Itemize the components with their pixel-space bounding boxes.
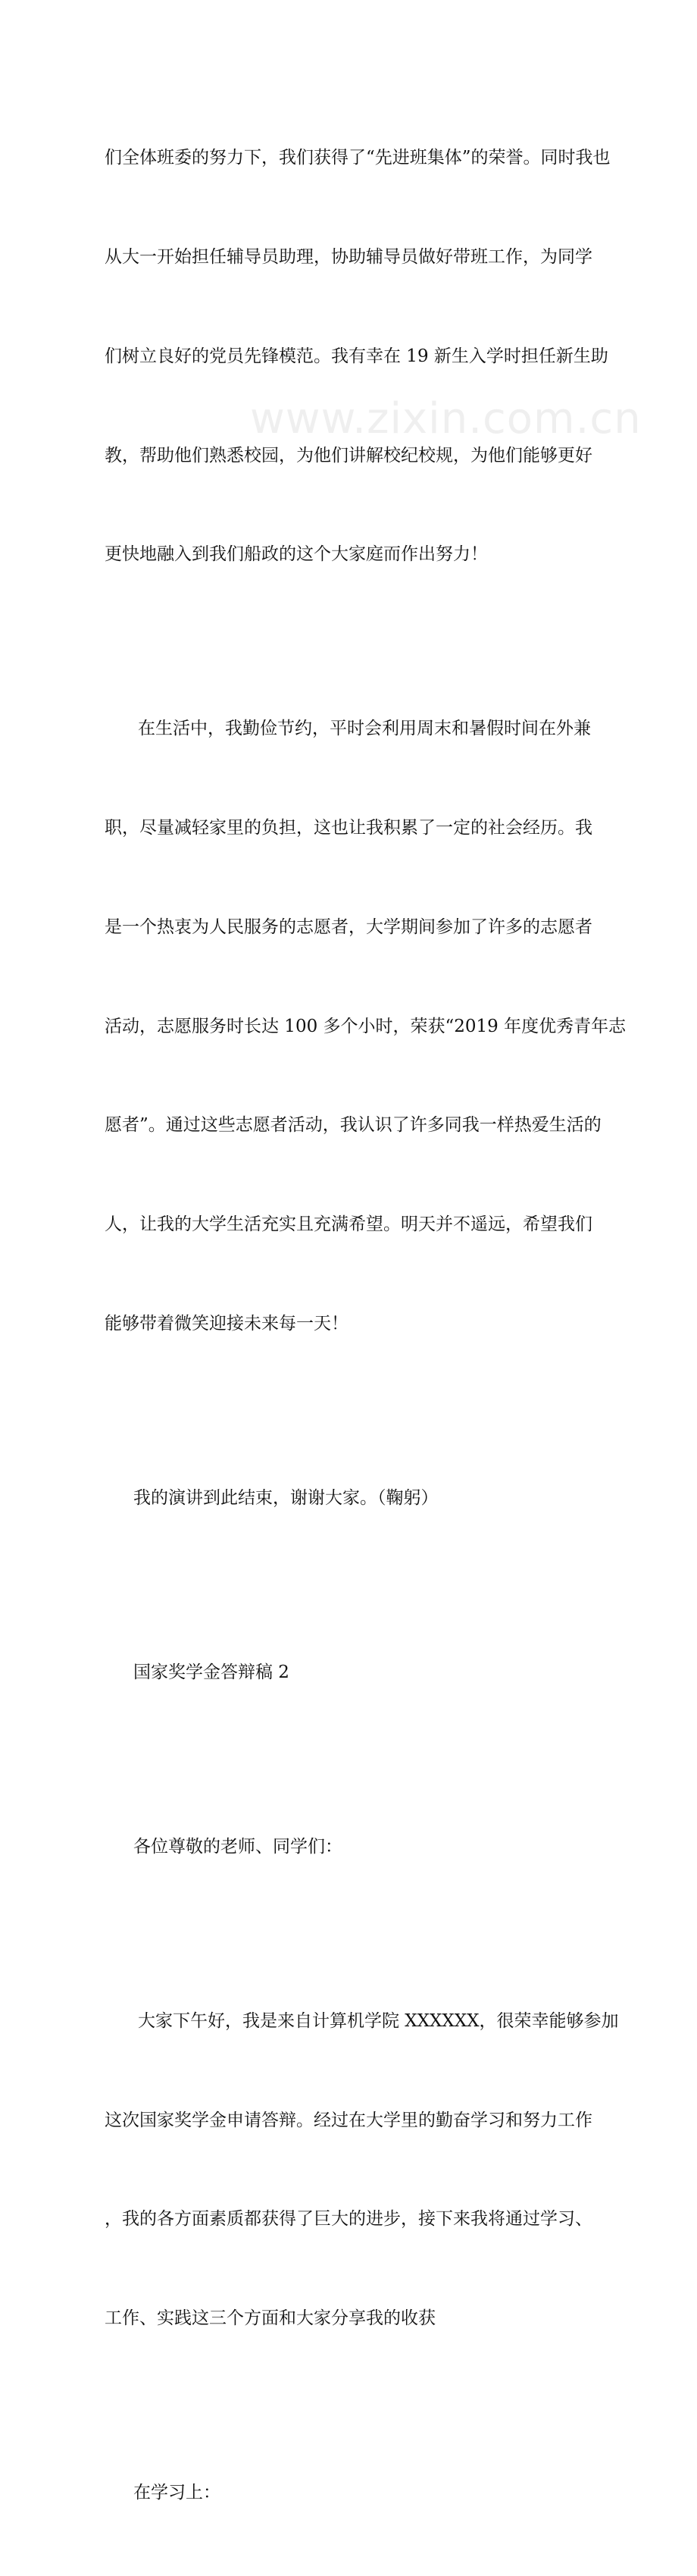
paragraph-1 xyxy=(105,76,611,638)
text-line: 职，尽量减轻家里的负担，这也让我积累了一定的社会经历。我 xyxy=(105,818,592,838)
closing-line xyxy=(105,1416,606,1581)
text-line: 是一个热衷为人民服务的志愿者，大学期间参加了许多的志愿者 xyxy=(105,917,592,937)
text-line: 能够带着微笑迎接未来每一天！ xyxy=(105,1313,348,1333)
text-line: 在学习上： xyxy=(133,2483,220,2503)
text-line: 活动，志愿服务时长达 100 多个小时，荣获“2019 年度优秀青年志 xyxy=(105,1016,627,1036)
paragraph-intro xyxy=(105,1939,619,2402)
text-line: 教，帮助他们熟悉校园，为他们讲解校纪校规，为他们能够更好 xyxy=(105,445,592,465)
text-line: ，我的各方面素质都获得了巨大的进步，接下来我将通过学习、 xyxy=(105,2209,592,2230)
text-line: 这次国家奖学金申请答辩。经过在大学里的勤奋学习和努力工作 xyxy=(105,2110,592,2130)
text-line: 国家奖学金答辩稿 2 xyxy=(133,1662,289,1682)
text-line: 我的演讲到此结束，谢谢大家。（鞠躬） xyxy=(133,1487,439,1508)
paragraph-2 xyxy=(105,647,627,1407)
text-line: 工作、实践这三个方面和大家分享我的收获 xyxy=(105,2308,436,2329)
text-line: 从大一开始担任辅导员助理，协助辅导员做好带班工作，为同学 xyxy=(105,246,592,267)
section-title xyxy=(105,1590,606,1756)
text-line: 更快地融入到我们船政的这个大家庭而作出努力！ xyxy=(105,544,488,565)
text-line: 大家下午好，我是来自计算机学院 XXXXXX，很荣幸能够参加 xyxy=(138,2010,619,2031)
text-line: 们全体班委的努力下，我们获得了“先进班集体”的荣誉。同时我也 xyxy=(105,148,611,168)
text-line: 们树立良好的党员先锋模范。我有幸在 19 新生入学时担任新生助 xyxy=(105,346,608,366)
text-line: 在生活中，我勤俭节约，平时会利用周末和暑假时间在外兼 xyxy=(138,719,591,739)
text-line: 各位尊敬的老师、同学们： xyxy=(133,1836,342,1857)
greeting xyxy=(105,1765,606,1930)
watermark: www.zixin.com.cn xyxy=(250,394,642,443)
text-line: 愿者”。通过这些志愿者活动，我认识了许多同我一样热爱生活的 xyxy=(105,1115,602,1136)
text-line: 人，让我的大学生活充实且充满希望。明天并不遥远，希望我们 xyxy=(105,1214,592,1235)
subheading-study xyxy=(105,2411,606,2576)
